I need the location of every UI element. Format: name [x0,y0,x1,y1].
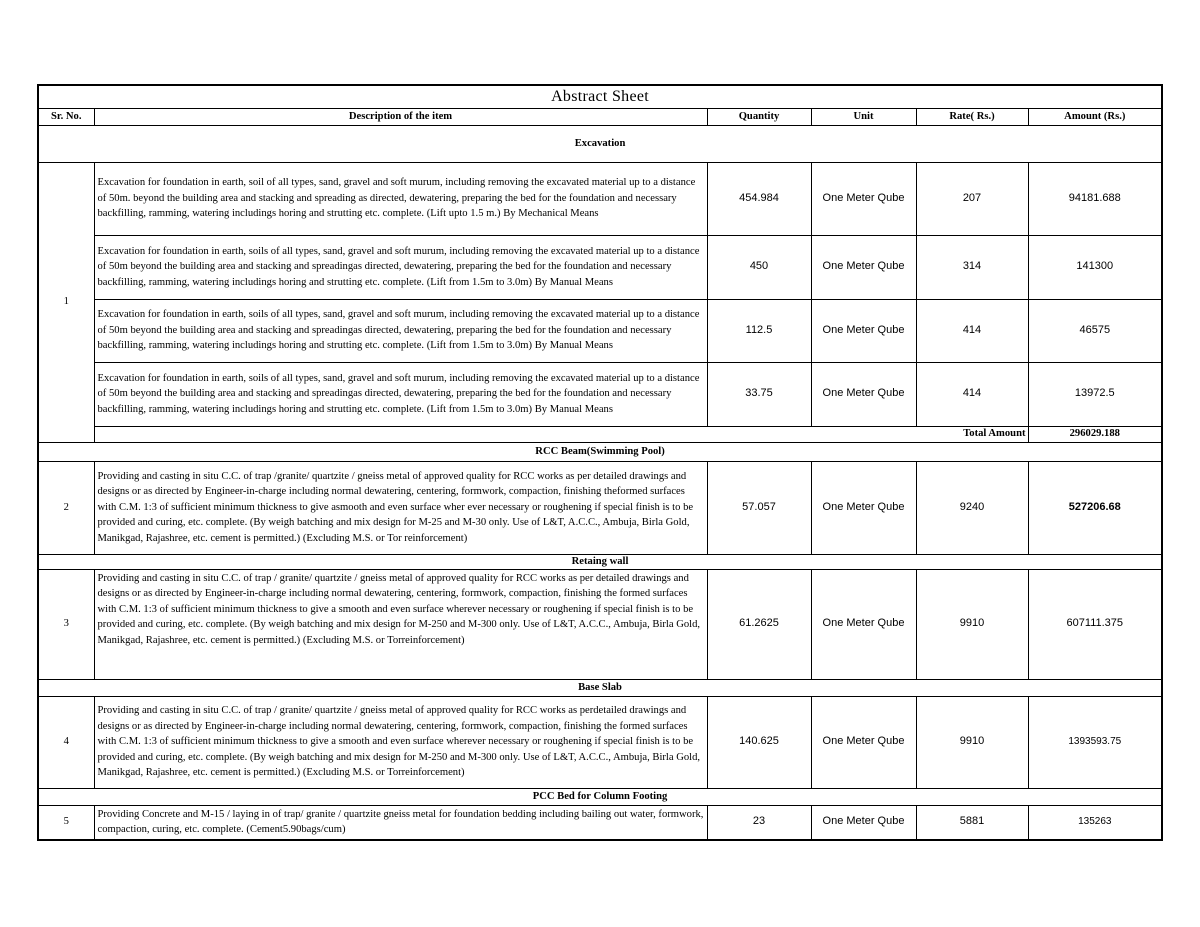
amount-cell: 607111.375 [1028,569,1162,679]
amount-cell: 141300 [1028,235,1162,299]
section-pcc-bed: PCC Bed for Column Footing [38,788,1162,805]
table-row [38,299,1162,362]
section-retaining-wall: Retaing wall [38,554,1162,569]
section-base-slab: Base Slab [38,679,1162,696]
table-row [38,805,1162,840]
sr-no-cell: 1 [38,162,94,442]
rate-cell: 9240 [916,461,1028,554]
unit-cell: One Meter Qube [811,569,916,679]
total-row [38,426,1162,442]
description-cell: Providing and casting in situ C.C. of trap /granite/ quartzite / gneiss metal of approved quality for RCC works as per detailed drawings and designs or as directed by Engineer-in-charge including normal dewatering, centering, formwork, compaction, finishing theformed surfaces with C.M. 1:3 of sufficient minimum thickness to give asmooth and even surface wher ever necessary or roughening if special finish is to be provided and curing, etc. complete. (By weigh batching and mix design for M-25 and M-30 only. Use of L&T, A.C.C., Ambuja, Birla Gold, Manikgad, Rajashree, etc. cement is permitted.) (Excluding M.S. or Tor reinforcement) [94,461,707,554]
quantity-cell: 112.5 [707,299,811,362]
rate-cell: 414 [916,362,1028,426]
table-row [38,696,1162,788]
unit-cell: One Meter Qube [811,235,916,299]
abstract-sheet-table [37,84,1163,841]
amount-cell: 527206.68 [1028,461,1162,554]
table-row [38,461,1162,554]
quantity-cell: 57.057 [707,461,811,554]
header-unit: Unit [811,109,916,126]
amount-cell: 1393593.75 [1028,696,1162,788]
table-row [38,362,1162,426]
unit-cell: One Meter Qube [811,696,916,788]
quantity-cell: 140.625 [707,696,811,788]
table-row [38,569,1162,679]
header-rate: Rate( Rs.) [916,109,1028,126]
total-amount-value: 296029.188 [1028,426,1162,442]
unit-cell: One Meter Qube [811,299,916,362]
sr-no-cell: 2 [38,461,94,554]
sr-no-cell: 4 [38,696,94,788]
header-description: Description of the item [94,109,707,126]
amount-cell: 135263 [1028,805,1162,840]
unit-cell: One Meter Qube [811,362,916,426]
description-cell: Providing and casting in situ C.C. of trap / granite/ quartzite / gneiss metal of approved quality for RCC works as per detailed drawings and designs or as directed by Engineer-in-charge including normal dewatering, centering, formwork, compaction, finishing the formed surfaces with C.M. 1:3 of sufficient minimum thickness to give a smooth and even surface wherever necessary or roughening if special finish is to be provided and curing, etc. complete. (By weigh batching and mix design for M-250 and M-300 only. Use of L&T, A.C.C., Ambuja, Birla Gold, Manikgad, Rajashree, etc. cement is permitted.) (Excluding M.S. or Torreinforcement) [94,569,707,679]
header-quantity: Quantity [707,109,811,126]
table-row [38,235,1162,299]
rate-cell: 5881 [916,805,1028,840]
amount-cell: 13972.5 [1028,362,1162,426]
unit-cell: One Meter Qube [811,461,916,554]
rate-cell: 314 [916,235,1028,299]
unit-cell: One Meter Qube [811,162,916,235]
amount-cell: 94181.688 [1028,162,1162,235]
quantity-cell: 454.984 [707,162,811,235]
rate-cell: 414 [916,299,1028,362]
description-cell: Providing Concrete and M-15 / laying in of trap/ granite / quartzite gneiss metal for foundation bedding including bailing out water, formwork, compaction, curing, etc. complete. (Cement5.90bags/cum) [94,805,707,840]
description-cell: Excavation for foundation in earth, soils of all types, sand, gravel and soft murum, including removing the excavated material up to a distance of 50m beyond the building area and stacking and spreadingas directed, dewatering, preparing the bed for the foundation and necessary backfilling, ramming, watering includings horing and strutting etc. complete. (Lift from 1.5m to 3.0m) By Manual Means [94,235,707,299]
table-row [38,162,1162,235]
header-sr-no: Sr. No. [38,109,94,126]
header-row [38,109,1162,126]
section-rcc-beam: RCC Beam(Swimming Pool) [38,442,1162,461]
quantity-cell: 61.2625 [707,569,811,679]
description-cell: Excavation for foundation in earth, soils of all types, sand, gravel and soft murum, including removing the excavated material up to a distance of 50m beyond the building area and stacking and spreadingas directed, dewatering, preparing the bed for the foundation and necessary backfilling, ramming, watering includings horing and strutting etc. complete. (Lift from 1.5m to 3.0m) By Manual Means [94,299,707,362]
unit-cell: One Meter Qube [811,805,916,840]
sr-no-cell: 5 [38,805,94,840]
quantity-cell: 450 [707,235,811,299]
total-amount-label: Total Amount [916,426,1028,442]
sr-no-cell: 3 [38,569,94,679]
description-cell: Excavation for foundation in earth, soils of all types, sand, gravel and soft murum, including removing the excavated material up to a distance of 50m beyond the building area and stacking and spreadingas directed, dewatering, preparing the bed for the foundation and necessary backfilling, ramming, watering includings horing and strutting etc. complete. (Lift from 1.5m to 3.0m) By Manual Means [94,362,707,426]
description-cell: Excavation for foundation in earth, soil of all types, sand, gravel and soft murum, including removing the excavated material up to a distance of 50m. beyond the building area and stacking and spreading as directed, dewatering, preparing the bed for the foundation and necessary backfilling, ramming, watering includings horing and strutting etc. complete. (Lift upto 1.5 m.) By Mechanical Means [94,162,707,235]
rate-cell: 9910 [916,569,1028,679]
rate-cell: 9910 [916,696,1028,788]
quantity-cell: 23 [707,805,811,840]
description-cell: Providing and casting in situ C.C. of trap / granite/ quartzite / gneiss metal of approved quality for RCC works as perdetailed drawings and designs or as directed by Engineer-in-charge including normal dewatering, centering, formwork, compaction, finishing the formed surfaces with C.M. 1:3 of sufficient minimum thickness to give a smooth and even surface wherever necessary or roughening if special finish is to be provided and curing, etc. complete. (By weigh batching and mix design for M-250 and M-300 only. Use of L&T, A.C.C., Ambuja, Birla Gold, Manikgad, Rajashree, etc. cement is permitted.) (Excluding M.S. or Torreinforcement) [94,696,707,788]
amount-cell: 46575 [1028,299,1162,362]
total-spacer [94,426,916,442]
quantity-cell: 33.75 [707,362,811,426]
rate-cell: 207 [916,162,1028,235]
sheet-title: Abstract Sheet [38,85,1162,109]
header-amount: Amount (Rs.) [1028,109,1162,126]
section-excavation: Excavation [38,125,1162,162]
